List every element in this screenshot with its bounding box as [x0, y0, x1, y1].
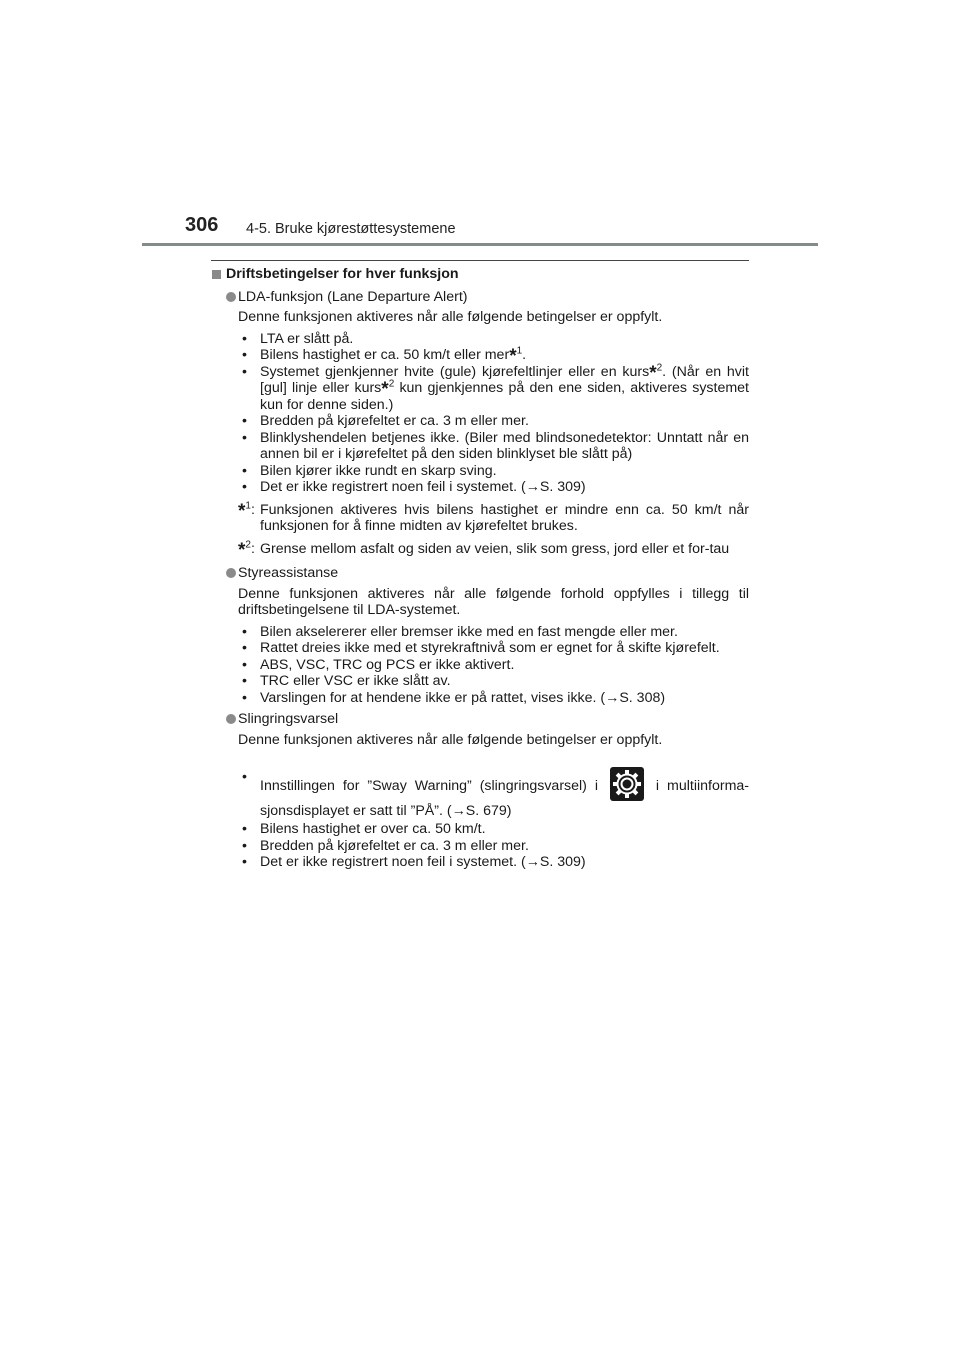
bullet-dot: • [242, 429, 247, 446]
sway-intro: Denne funksjonen aktiveres når alle følgende betingelser er oppfylt. [238, 731, 663, 748]
bullet-dot: • [242, 462, 247, 479]
bullet-dot: • [242, 640, 247, 656]
list-item: • Bilen akselererer eller bremser ikke med en fast mengde eller mer. [242, 623, 678, 640]
footnote-star: * [381, 379, 389, 400]
section-heading [211, 266, 749, 283]
sway-conditions [211, 767, 749, 871]
bullet-dot: • [242, 656, 247, 673]
steering-intro: Denne funksjonen aktiveres når alle følgende forhold oppfylles i tillegg til driftsbetingelsene til LDA-systemet. [238, 585, 749, 618]
bullet-dot: • [242, 413, 247, 429]
section-heading-text: Driftsbetingelser for hver funksjon [226, 266, 459, 282]
list-item: • Varslingen for at hendene ikke er på rattet, vises ikke. (→S. 308) [242, 689, 666, 706]
bullet-dot: • [242, 837, 247, 854]
footnote-star: * [238, 539, 246, 561]
footnote-star: * [238, 500, 246, 522]
footnote-2: *$^2$: Grense mellom asfalt og siden av veien, slik som gress, jord eller et for-tau [238, 541, 749, 560]
list-item: • ABS, VSC, TRC og PCS er ikke aktivert. [242, 656, 515, 673]
footnote-star: * [509, 346, 517, 367]
header-rule [142, 243, 818, 246]
bullet-dot: • [242, 821, 247, 837]
content [211, 266, 749, 875]
footnote-star: * [649, 362, 657, 384]
bullet-dot: • [242, 854, 247, 870]
steering-conditions [211, 624, 749, 707]
bullet-dot: • [242, 330, 247, 347]
lda-title: LDA-funksjon (Lane Departure Alert) [238, 288, 468, 305]
circle-bullet-icon [226, 714, 236, 724]
gear-icon [610, 767, 644, 801]
bullet-dot: • [242, 623, 247, 640]
circle-bullet-icon [226, 292, 236, 302]
list-item: • LTA er slått på. [242, 330, 354, 347]
list-item: • Bilens hastighet er ca. 50 km/t eller mer*$^1$. [242, 345, 527, 367]
bullet-dot: • [242, 689, 247, 706]
bullet-dot: • [242, 673, 247, 689]
circle-bullet-icon [226, 568, 236, 578]
section-rule [211, 260, 749, 261]
list-item: • Systemet gjenkjenner hvite (gule) kjørefeltlinjer eller en kurs*$^2$. (Når en hvit [gul] linje eller kurs*$^2$ kun gjenkjennes på den ene siden, aktiveres systemet kun for denne siden.) [242, 361, 749, 413]
footnote-ref: 2 [388, 378, 395, 390]
footnote-2-text: Grense mellom asfalt og siden av veien, slik som gress, jord eller et for-tau [260, 540, 730, 557]
list-item: • Bredden på kjørefeltet er ca. 3 m eller mer. [242, 413, 529, 429]
list-item: • Det er ikke registrert noen feil i systemet. (→S. 309) [242, 479, 586, 495]
list-item: • Rattet dreies ikke med et styrekraftnivå som er egnet for å skifte kjørefelt. [242, 640, 720, 656]
footnote-ref: 1 [516, 345, 523, 357]
square-bullet-icon [212, 270, 221, 279]
bullet-dot: • [242, 347, 247, 363]
list-item: • Blinklyshendelen betjenes ikke. (Biler med blindsonedetektor: Unntatt når en annen bil er i kjørefeltet på den siden blinklyset ble slått på) [242, 429, 749, 462]
chapter-title: 4-5. Bruke kjørestøttesystemene [246, 221, 456, 237]
list-item: • Bredden på kjørefeltet er ca. 3 m eller mer. [242, 837, 529, 854]
bullet-dot: • [242, 363, 247, 380]
steering-title: Styreassistanse [238, 565, 339, 581]
lda-conditions [211, 331, 749, 496]
list-item: • Bilen kjører ikke rundt en skarp sving. [242, 462, 497, 479]
footnote-ref: 2 [656, 361, 663, 373]
list-item: • Innstillingen for ”Sway Warning” (slingringsvarsel) i i multiinforma-sjonsdisplayet er satt til ”PÅ”. (→S. 679) [242, 769, 750, 819]
list-item: • Bilens hastighet er over ca. 50 km/t. [242, 821, 486, 837]
bullet-dot: • [242, 479, 247, 495]
lda-heading [226, 289, 749, 306]
sway-title: Slingringsvarsel [238, 711, 339, 727]
page-number: 306 [185, 214, 219, 236]
bullet-dot: • [242, 769, 247, 785]
lda-intro: Denne funksjonen aktiveres når alle følgende betingelser er oppfylt. [238, 309, 663, 325]
footnote-1-text: Funksjonen aktiveres hvis bilens hastighet er mindre enn ca. 50 km/t når funksjonen for å finne midten av kjørefeltet brukes. [260, 501, 749, 534]
list-item: • TRC eller VSC er ikke slått av. [242, 673, 451, 689]
sway-heading [226, 711, 749, 728]
list-item: • Det er ikke registrert noen feil i systemet. (→S. 309) [242, 854, 586, 870]
footnote-1: *$^1$: Funksjonen aktiveres hvis bilens hastighet er mindre enn ca. 50 km/t når funksjonen for å finne midten av kjørefeltet brukes. [238, 499, 749, 534]
steering-heading [226, 565, 749, 582]
